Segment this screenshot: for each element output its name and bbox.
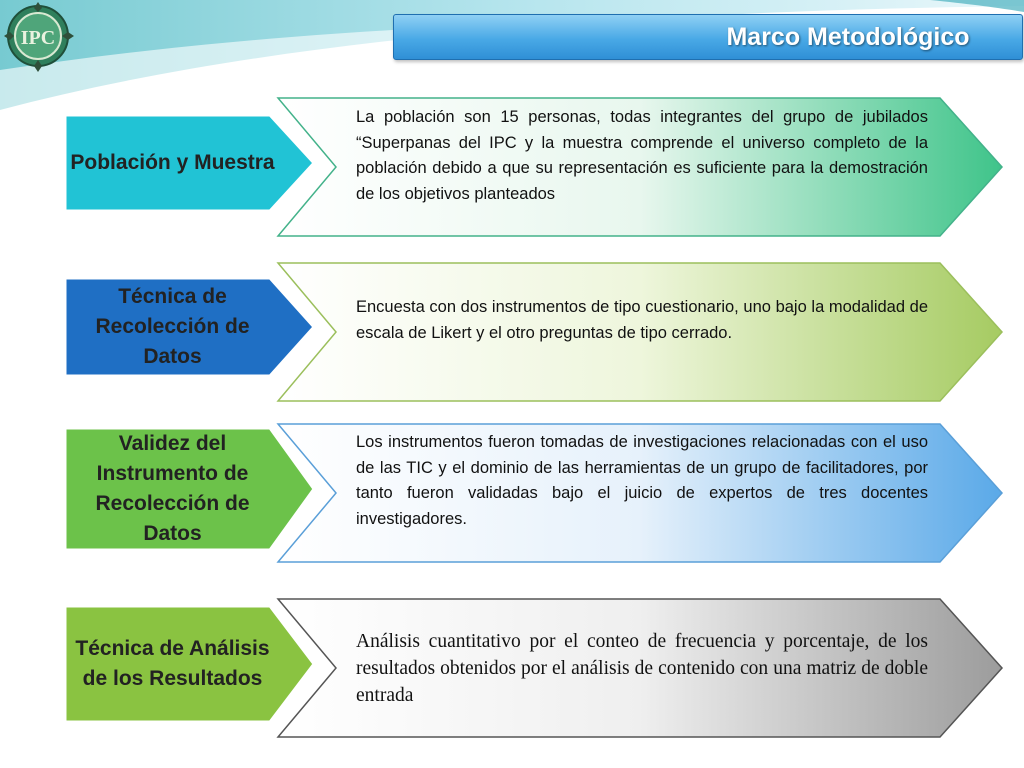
description-3: Los instrumentos fueron tomadas de investigaciones relacionadas con el uso de las TIC y el dominio de las herramientas de un grupo de facilitadores, por tanto fueron validadas bajo el juicio de expertos de tres docentes investigadores. xyxy=(356,433,928,528)
label-text-2: Técnica de Recolección de Datos xyxy=(95,285,250,368)
label-tecnica-analisis xyxy=(62,603,317,725)
label-tecnica-recoleccion xyxy=(62,275,317,379)
logo-text: IPC xyxy=(20,27,56,49)
label-text-1: Población y Muestra xyxy=(70,151,275,174)
label-text-3: Validez del Instrumento de Recolección de Datos xyxy=(95,432,250,545)
page-title: Marco Metodológico xyxy=(726,22,970,51)
label-text-4: Técnica de Análisis de los Resultados xyxy=(75,637,270,690)
ipc-logo xyxy=(2,0,74,72)
description-2: Encuesta con dos instrumentos de tipo cuestionario, uno bajo la modalidad de escala de Likert y el otro preguntas de tipo cerrado. xyxy=(356,298,928,342)
title-bar xyxy=(393,14,1023,60)
label-poblacion-muestra xyxy=(62,112,317,214)
label-validez-instrumento xyxy=(62,425,317,553)
description-1: La población son 15 personas, todas integrantes del grupo de jubilados “Superpanas del IPC y la muestra comprende el universo completo de la población debido a que su representación es suficiente para la demostración de los objetivos planteados xyxy=(356,108,928,203)
description-4: Análisis cuantitativo por el conteo de frecuencia y porcentaje, de los resultados obtenidos por el análisis de contenido con una matriz de doble entrada xyxy=(356,631,928,706)
